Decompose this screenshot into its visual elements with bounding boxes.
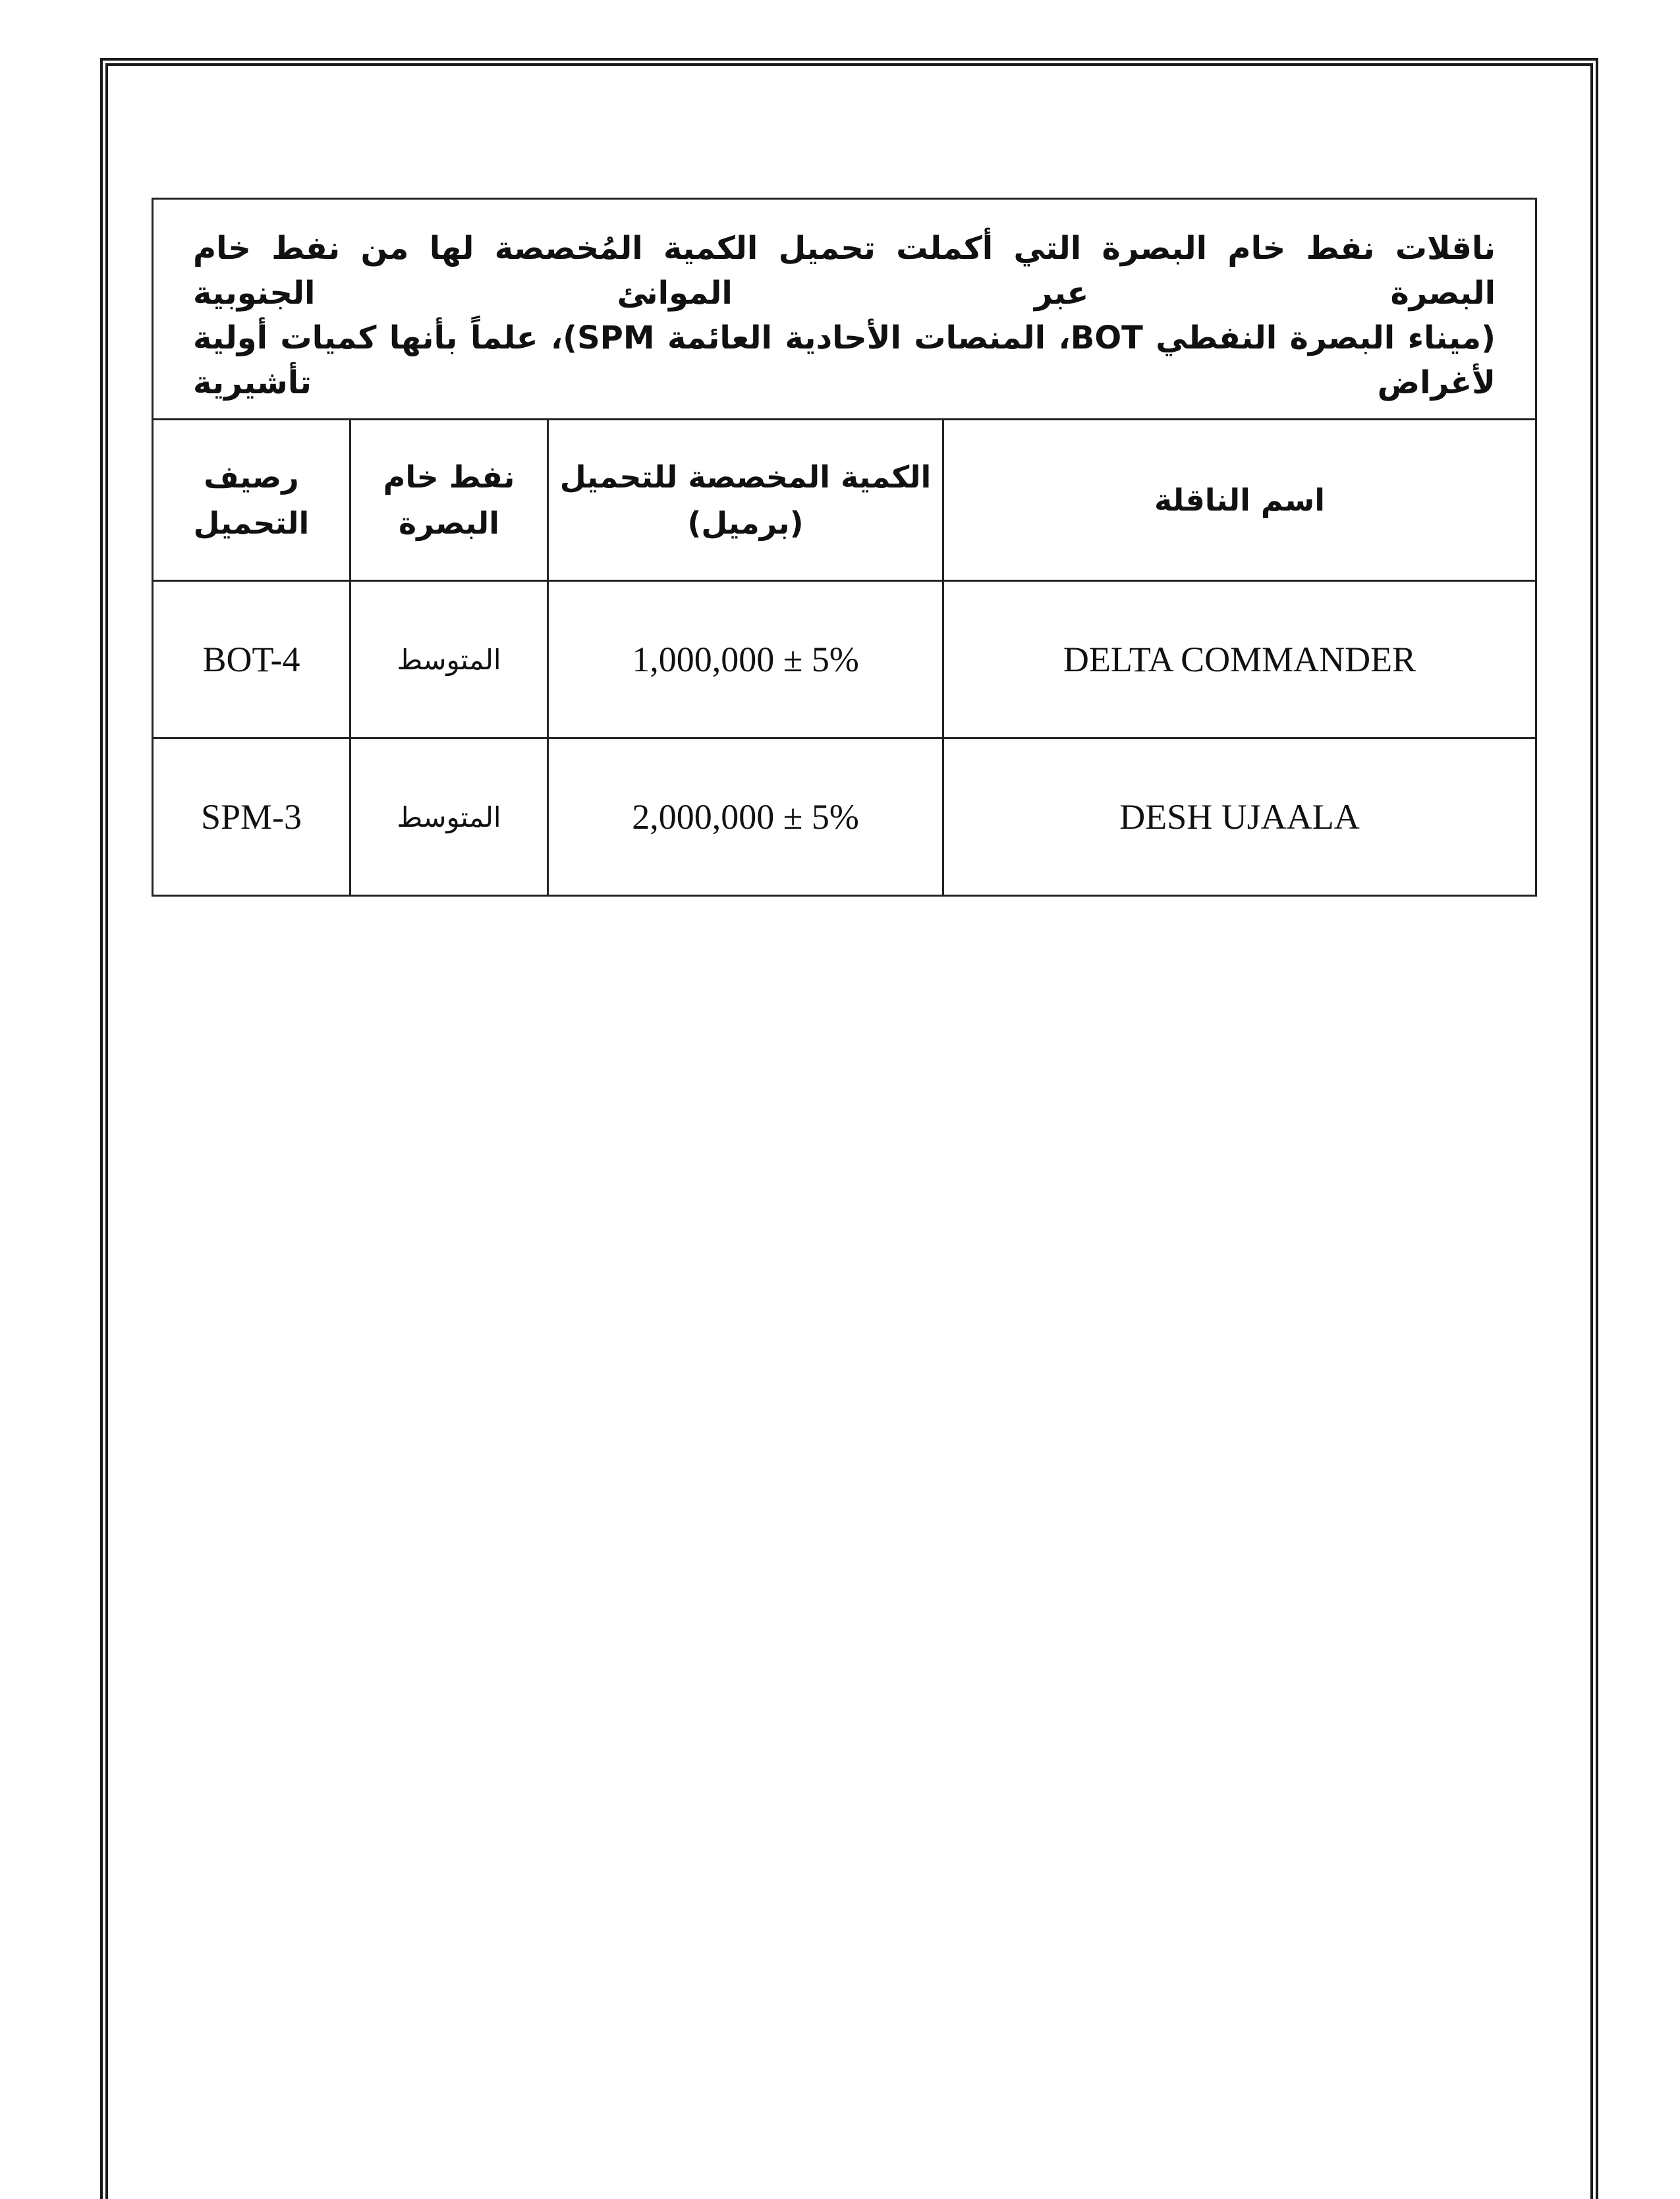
column-header-crude bbox=[350, 420, 548, 581]
crude-grade-cell: المتوسط bbox=[350, 738, 548, 896]
tanker-loading-table bbox=[152, 198, 1537, 897]
title-row bbox=[153, 199, 1536, 420]
column-header-vessel-name-label: اسم الناقلة bbox=[1154, 482, 1325, 518]
crude-grade-cell: المتوسط bbox=[350, 581, 548, 738]
column-header-crude-line2: البصرة bbox=[399, 505, 499, 541]
column-header-berth-line1: رصيف bbox=[204, 459, 299, 495]
quantity-cell: 1,000,000 ± 5% bbox=[548, 581, 943, 738]
header-row bbox=[153, 420, 1536, 581]
column-header-berth-line2: التحميل bbox=[193, 505, 310, 541]
table-row bbox=[153, 581, 1536, 738]
column-header-quantity-unit: (برميل) bbox=[687, 505, 804, 541]
title-line-2: (ميناء البصرة النفطي BOT، المنصات الأحادية العائمة SPM)، علماً بأنها كميات أولية لأغراض تأشيرية bbox=[193, 320, 1496, 401]
berth-cell: BOT-4 bbox=[153, 581, 350, 738]
vessel-name-cell: DELTA COMMANDER bbox=[943, 581, 1536, 738]
title-line-1: ناقلات نفط خام البصرة التي أكملت تحميل الكمية المُخصصة لها من نفط خام البصرة عبر الموانئ الجنوبية bbox=[193, 230, 1496, 312]
column-header-crude-line1: نفط خام bbox=[383, 459, 515, 495]
vessel-name-cell: DESH UJAALA bbox=[943, 738, 1536, 896]
column-header-quantity-label: الكمية المخصصة للتحميل bbox=[559, 459, 932, 495]
berth-cell: SPM-3 bbox=[153, 738, 350, 896]
column-header-quantity bbox=[548, 420, 943, 581]
column-header-berth bbox=[153, 420, 350, 581]
table-row bbox=[153, 738, 1536, 896]
column-header-vessel-name bbox=[943, 420, 1536, 581]
table-title bbox=[153, 199, 1536, 420]
quantity-cell: 2,000,000 ± 5% bbox=[548, 738, 943, 896]
